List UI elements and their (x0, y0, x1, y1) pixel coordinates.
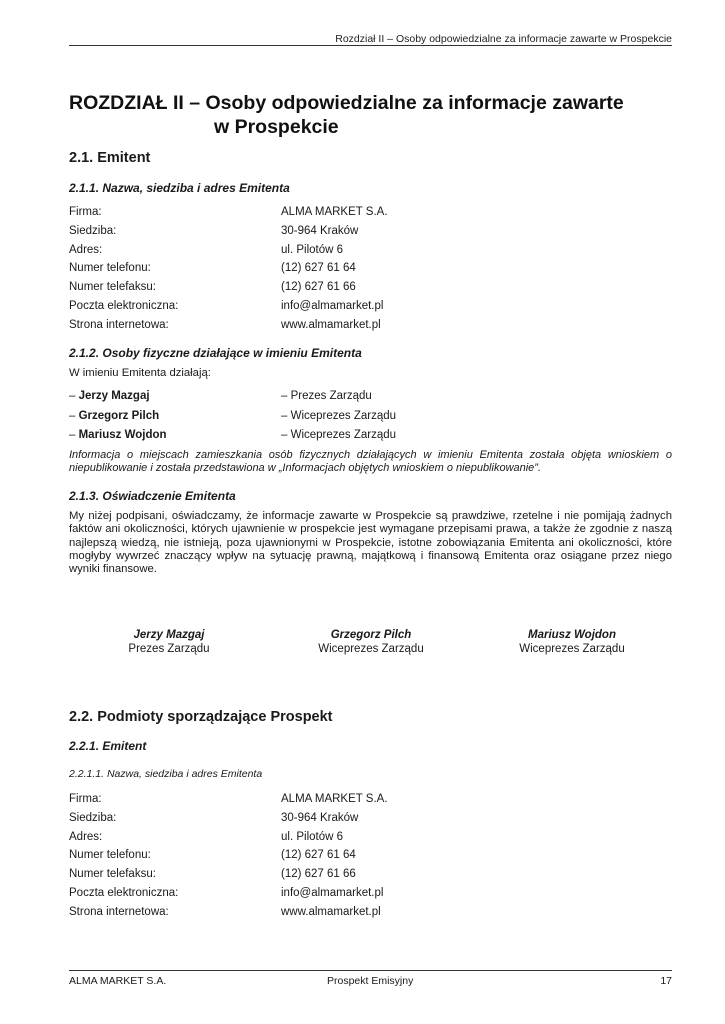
signatory-role: Prezes Zarządu (128, 642, 210, 655)
detail-label: Adres: (69, 830, 103, 843)
person-role: – Wiceprezes Zarządu (281, 409, 397, 422)
detail-row (69, 849, 672, 868)
signatory-role: Wiceprezes Zarządu (519, 642, 625, 655)
representatives-list (69, 390, 672, 449)
detail-value: (12) 627 61 64 (281, 262, 356, 275)
person-name: Grzegorz Pilch (78, 409, 160, 422)
signatory-role: Wiceprezes Zarządu (318, 642, 424, 655)
detail-label: Strona internetowa: (69, 905, 169, 918)
section-heading-2-2-1: 2.2.1. Emitent (69, 739, 147, 753)
list-dash: – (69, 409, 79, 422)
chapter-title-line2: w Prospekcie (214, 116, 339, 138)
chapter-title-line1: ROZDZIAŁ II – Osoby odpowiedzialne za informacje zawarte (69, 92, 624, 114)
section-heading-2-2: 2.2. Podmioty sporządzające Prospekt (69, 709, 333, 725)
detail-label: Siedziba: (69, 811, 117, 824)
person-name: Mariusz Wojdon (78, 429, 167, 441)
person-name: Jerzy Mazgaj (78, 390, 150, 402)
detail-value: (12) 627 61 66 (281, 281, 356, 294)
detail-row (69, 281, 672, 300)
detail-value: ALMA MARKET S.A. (281, 793, 388, 805)
list-dash: – (69, 429, 79, 441)
detail-label: Adres: (69, 243, 103, 256)
detail-row (69, 831, 672, 850)
detail-row (69, 206, 672, 225)
detail-value: www.almamarket.pl (281, 905, 381, 918)
detail-label: Firma: (69, 206, 102, 218)
person-role: – Wiceprezes Zarządu (281, 429, 397, 441)
header-rule (69, 45, 672, 46)
detail-value: 30-964 Kraków (281, 224, 359, 237)
detail-row (69, 887, 672, 906)
detail-label: Firma: (69, 793, 102, 805)
signature-block (291, 629, 451, 656)
issuer-details-table (69, 206, 672, 338)
signature-block (89, 629, 249, 656)
section-heading-2-1: 2.1. Emitent (69, 150, 151, 166)
detail-value: ul. Pilotów 6 (281, 243, 344, 256)
section-heading-2-2-1-1: 2.2.1.1. Nazwa, siedziba i adres Emitenta (69, 768, 263, 780)
signatory-name: Mariusz Wojdon (528, 629, 616, 641)
detail-value: 30-964 Kraków (281, 811, 359, 824)
detail-label: Numer telefonu: (69, 849, 151, 862)
page-number: 17 (660, 975, 672, 987)
issuer-details-table-2 (69, 793, 672, 925)
confidentiality-note: Informacja o miejscach zamieszkania osób fizycznych działających w imieniu Emitenta została objęta wnioskiem o niepublikowanie i została przedstawiona w „Informacjach objętych wnioskiem o niepublikowanie”. (69, 449, 672, 475)
representative-row (69, 429, 672, 449)
signatory-name: Jerzy Mazgaj (133, 629, 205, 641)
detail-row (69, 906, 672, 925)
detail-value: (12) 627 61 64 (281, 849, 356, 862)
detail-value: ul. Pilotów 6 (281, 830, 344, 843)
representatives-intro: W imieniu Emitenta działają: (69, 367, 211, 379)
detail-row (69, 812, 672, 831)
detail-value: www.almamarket.pl (281, 318, 381, 331)
detail-label: Siedziba: (69, 224, 117, 237)
detail-row (69, 244, 672, 263)
section-heading-2-1-2: 2.1.2. Osoby fizyczne działające w imieniu Emitenta (69, 346, 362, 360)
section-heading-2-1-3: 2.1.3. Oświadczenie Emitenta (69, 489, 236, 503)
detail-row (69, 868, 672, 887)
detail-value: (12) 627 61 66 (281, 868, 356, 881)
detail-value: info@almamarket.pl (281, 886, 384, 899)
detail-row (69, 225, 672, 244)
detail-label: Strona internetowa: (69, 318, 169, 331)
person-role: – Prezes Zarządu (281, 390, 372, 402)
detail-label: Poczta elektroniczna: (69, 299, 179, 312)
chapter-title (69, 91, 679, 139)
detail-row (69, 319, 672, 338)
detail-value: info@almamarket.pl (281, 299, 384, 312)
detail-label: Poczta elektroniczna: (69, 886, 179, 899)
detail-value: ALMA MARKET S.A. (281, 206, 388, 218)
detail-label: Numer telefaksu: (69, 281, 156, 294)
signature-block (492, 629, 652, 656)
representative-row (69, 390, 672, 410)
issuer-statement: My niżej podpisani, oświadczamy, że informacje zawarte w Prospekcie są prawdziwe, rzetelne i nie pomijają żadnych faktów ani okoliczności, których ujawnienie w prospekcie jest wymagane przepisami prawa, a także że zgodnie z naszą najlepszą wiedzą, nie istnieją, poza ujawnionymi w Prospekcie, istotne zobowiązania Emitenta ani okoliczności, które mogłyby wywrzeć znaczący wpływ na sytuację prawną, majątkową i finansową Emitenta oraz osiągane przez niego wyniki finansowe. (69, 510, 672, 576)
detail-label: Numer telefaksu: (69, 868, 156, 881)
representative-row (69, 410, 672, 430)
signatory-name: Grzegorz Pilch (330, 629, 412, 641)
detail-row (69, 793, 672, 812)
detail-row (69, 300, 672, 319)
list-dash: – (69, 390, 79, 402)
detail-label: Numer telefonu: (69, 262, 151, 275)
running-header: Rozdział II – Osoby odpowiedzialne za informacje zawarte w Prospekcie (335, 33, 672, 45)
section-heading-2-1-1: 2.1.1. Nazwa, siedziba i adres Emitenta (69, 181, 290, 195)
footer-document-title: Prospekt Emisyjny (327, 975, 414, 987)
footer-company: ALMA MARKET S.A. (69, 975, 167, 987)
detail-row (69, 262, 672, 281)
footer-rule (69, 970, 672, 971)
